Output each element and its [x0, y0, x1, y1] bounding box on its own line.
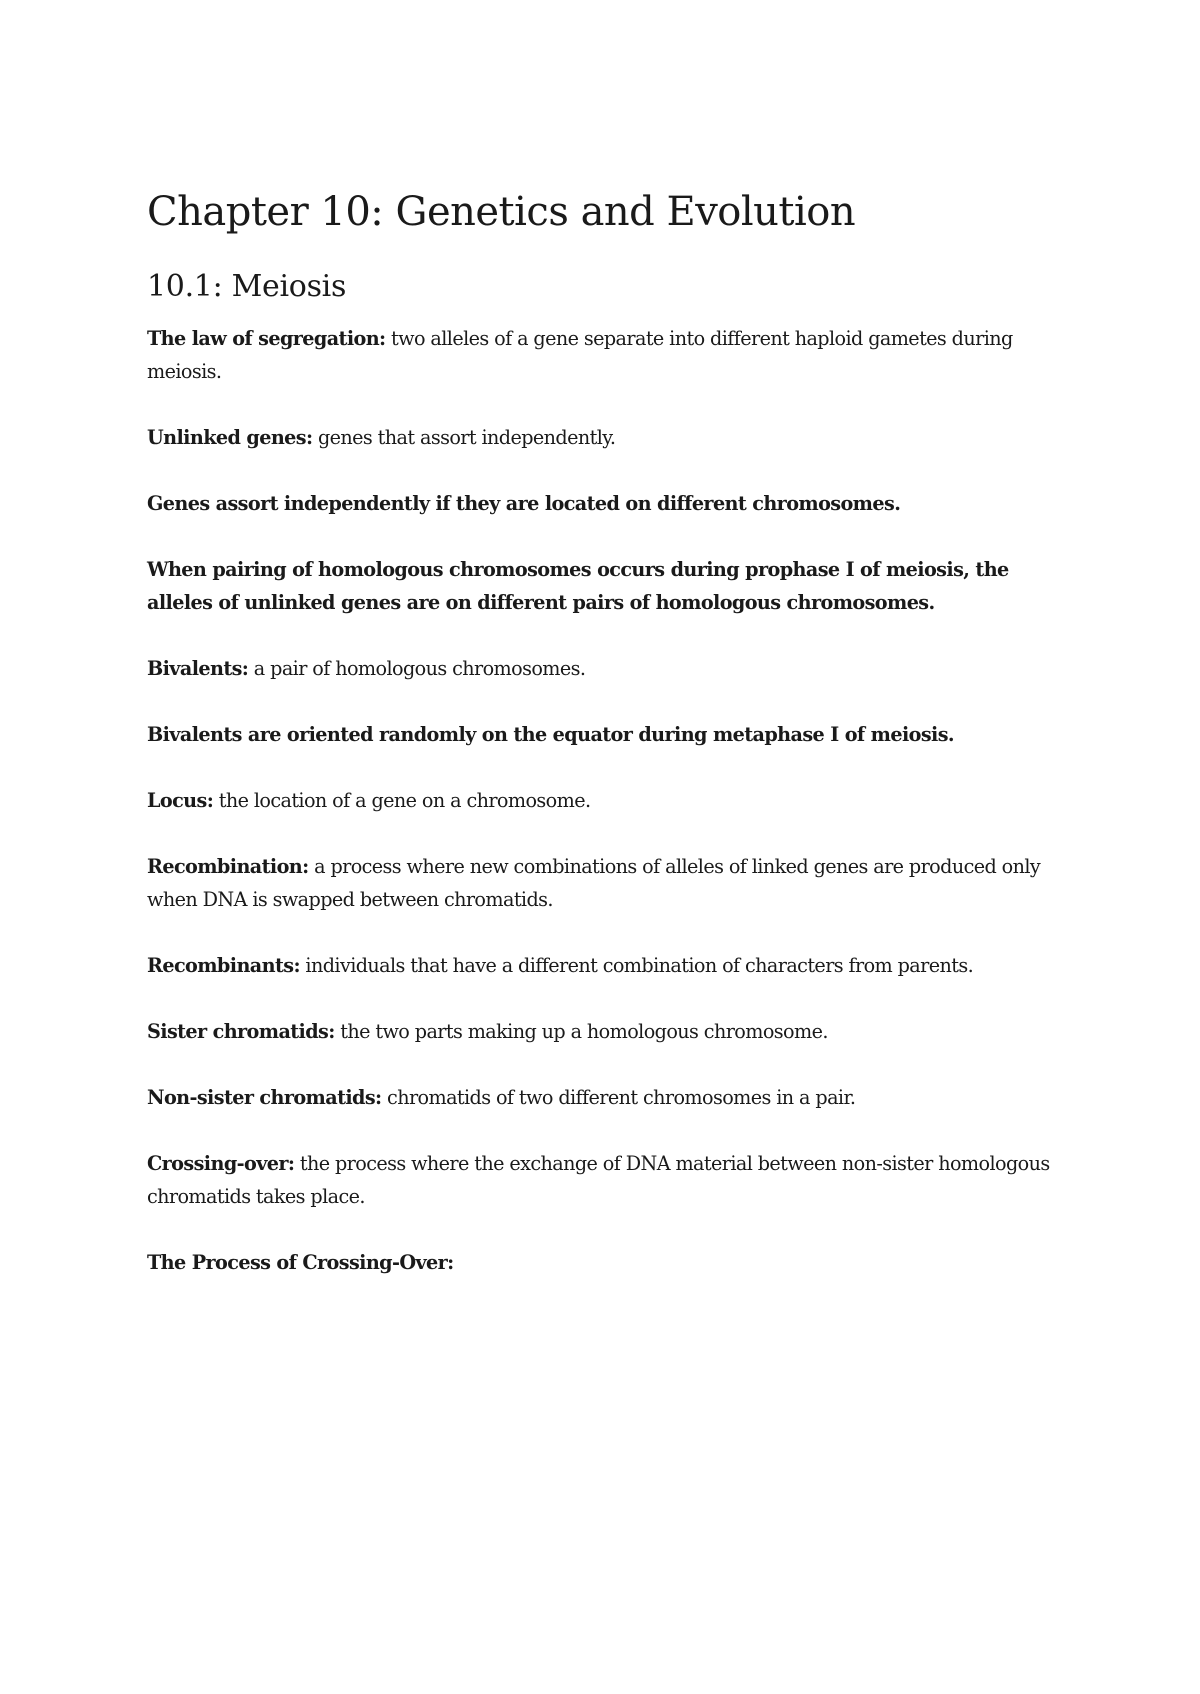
chapter-title: Chapter 10: Genetics and Evolution	[147, 189, 856, 235]
paragraph-crossing-over	[147, 1147, 1077, 1213]
term-label: Sister chromatids:	[147, 1020, 335, 1043]
definition-text: the location of a gene on a chromosome.	[213, 789, 591, 812]
statement-independent-assortment: Genes assort independently if they are located on different chromosomes.	[147, 492, 901, 515]
term-label: Unlinked genes:	[147, 426, 313, 449]
definition-text: a pair of homologous chromosomes.	[248, 657, 586, 680]
definition-text: genes that assort independently.	[312, 426, 616, 449]
term-label: Crossing-over:	[147, 1152, 295, 1175]
definition-text: a process where new combinations of alleles of linked genes are produced only when DNA is swapped between chromatids.	[147, 855, 1041, 911]
term-label: The law of segregation:	[147, 327, 386, 350]
document-page	[147, 180, 1077, 1312]
paragraph-non-sister-chromatids	[147, 1081, 1077, 1114]
definition-text: the two parts making up a homologous chromosome.	[334, 1020, 828, 1043]
definition-text: chromatids of two different chromosomes in a pair.	[381, 1086, 856, 1109]
paragraph-process-of-crossing-over	[147, 1246, 1077, 1279]
statement-homologous-pairing: When pairing of homologous chromosomes occurs during prophase I of meiosis, the alleles of unlinked genes are on different pairs of homologous chromosomes.	[147, 558, 1009, 614]
paragraph-law-of-segregation	[147, 322, 1077, 388]
term-label: Non-sister chromatids:	[147, 1086, 382, 1109]
definition-text: two alleles of a gene separate into different haploid gametes during meiosis.	[147, 327, 1013, 383]
paragraph-recombinants	[147, 949, 1077, 982]
paragraph-locus	[147, 784, 1077, 817]
definition-text: the process where the exchange of DNA material between non-sister homologous chromatids takes place.	[147, 1152, 1050, 1208]
term-label: Locus:	[147, 789, 214, 812]
term-label: The Process of Crossing-Over:	[147, 1251, 454, 1274]
section-title: 10.1: Meiosis	[147, 269, 347, 304]
term-label: Recombination:	[147, 855, 309, 878]
paragraph-bivalents	[147, 652, 1077, 685]
statement-bivalent-orientation: Bivalents are oriented randomly on the equator during metaphase I of meiosis.	[147, 723, 955, 746]
paragraph-recombination	[147, 850, 1077, 916]
paragraph-sister-chromatids	[147, 1015, 1077, 1048]
paragraph-unlinked-genes	[147, 421, 1077, 454]
term-label: Recombinants:	[147, 954, 300, 977]
term-label: Bivalents:	[147, 657, 249, 680]
definition-text: individuals that have a different combination of characters from parents.	[299, 954, 974, 977]
